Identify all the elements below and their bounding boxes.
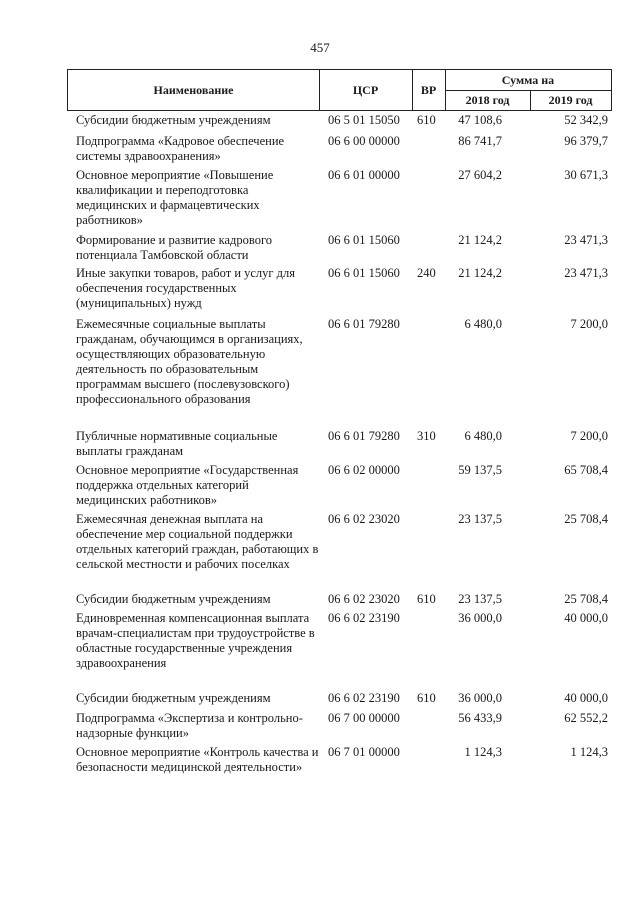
row-csr: 06 6 00 00000 [328,134,400,148]
table-row [0,463,640,512]
header-sum: Сумма на [501,72,555,87]
row-name: Иные закупки товаров, работ и услуг для обеспечения государственных (муниципальных) нужд [76,266,296,310]
row-name: Ежемесячные социальные выплаты гражданам, обучающимся в организациях, осуществляющих образовательную деятельность по образовательным программам высшего (послевузовского) профессионального образования [76,317,303,406]
row-sum-2019: 40 000,0 [564,691,608,705]
row-vr: 610 [417,113,436,127]
row-csr: 06 7 00 00000 [328,711,400,725]
row-csr: 06 6 01 15060 [328,266,400,280]
row-sum-2019: 25 708,4 [564,592,608,606]
row-sum-2019: 52 342,9 [564,113,608,127]
table-body [0,113,640,795]
row-sum-2018: 47 108,6 [458,113,502,127]
row-name: Основное мероприятие «Повышение квалификации и переподготовка медицинских и фармацевтических работников» [76,168,274,227]
row-sum-2018: 6 480,0 [464,429,502,443]
table-row [0,266,640,317]
row-sum-2019: 40 000,0 [564,611,608,625]
row-sum-2018: 59 137,5 [458,463,502,477]
row-name: Основное мероприятие «Контроль качества и безопасности медицинской деятельности» [76,745,319,774]
row-sum-2019: 7 200,0 [570,317,608,331]
table-row [0,233,640,266]
page-number: 457 [310,40,330,55]
row-sum-2018: 36 000,0 [458,691,502,705]
table-row [0,611,640,691]
row-sum-2019: 23 471,3 [564,266,608,280]
row-vr: 310 [417,429,436,443]
row-sum-2018: 23 137,5 [458,512,502,526]
row-name: Единовременная компенсационная выплата врачам-специалистам при трудоустройстве в областные государственные учреждения здравоохранения [76,611,315,670]
row-csr: 06 6 02 23190 [328,611,400,625]
row-name: Формирование и развитие кадрового потенциала Тамбовской области [76,233,273,262]
row-name: Субсидии бюджетным учреждениям [76,113,271,127]
row-vr: 240 [417,266,436,280]
row-csr: 06 7 01 00000 [328,745,400,759]
row-name: Субсидии бюджетным учреждениям [76,592,271,606]
row-csr: 06 5 01 15050 [328,113,400,127]
row-sum-2019: 62 552,2 [564,711,608,725]
table-row [0,317,640,429]
row-sum-2019: 96 379,7 [564,134,608,148]
row-sum-2019: 30 671,3 [564,168,608,182]
row-csr: 06 6 02 00000 [328,463,400,477]
table-row [0,592,640,611]
row-sum-2018: 21 124,2 [458,233,502,247]
table-row [0,691,640,711]
row-csr: 06 6 02 23020 [328,512,400,526]
header-year-2018: 2018 год [465,92,510,107]
table-row [0,512,640,592]
row-sum-2018: 6 480,0 [464,317,502,331]
row-sum-2018: 21 124,2 [458,266,502,280]
header-name: Наименование [153,82,234,97]
header-vr: ВР [420,82,437,97]
row-sum-2018: 56 433,9 [458,711,502,725]
row-csr: 06 6 02 23190 [328,691,400,705]
header-year-2019: 2019 год [548,92,593,107]
row-sum-2018: 36 000,0 [458,611,502,625]
row-sum-2019: 23 471,3 [564,233,608,247]
row-name: Основное мероприятие «Государственная поддержка отдельных категорий медицинских работников» [76,463,299,507]
row-sum-2019: 65 708,4 [564,463,608,477]
table-header [67,69,612,111]
row-sum-2018: 1 124,3 [464,745,502,759]
row-csr: 06 6 01 00000 [328,168,400,182]
row-vr: 610 [417,592,436,606]
table-row [0,168,640,233]
table-row [0,134,640,168]
row-csr: 06 6 02 23020 [328,592,400,606]
table-row [0,745,640,795]
row-sum-2018: 23 137,5 [458,592,502,606]
table-row [0,429,640,463]
row-sum-2019: 7 200,0 [570,429,608,443]
row-sum-2019: 25 708,4 [564,512,608,526]
row-vr: 610 [417,691,436,705]
row-name: Подпрограмма «Кадровое обеспечение системы здравоохранения» [76,134,285,163]
row-sum-2019: 1 124,3 [570,745,608,759]
table-row [0,711,640,745]
row-csr: 06 6 01 79280 [328,317,400,331]
row-csr: 06 6 01 15060 [328,233,400,247]
row-name: Ежемесячная денежная выплата на обеспечение мер социальной поддержки отдельных категорий граждан, работающих в сельской местности и рабочих поселках [76,512,319,571]
row-name: Подпрограмма «Экспертиза и контрольно-надзорные функции» [76,711,303,740]
row-name: Субсидии бюджетным учреждениям [76,691,271,705]
header-csr: ЦСР [352,82,379,97]
row-sum-2018: 86 741,7 [458,134,502,148]
table-row [0,113,640,134]
row-sum-2018: 27 604,2 [458,168,502,182]
row-name: Публичные нормативные социальные выплаты гражданам [76,429,278,458]
row-csr: 06 6 01 79280 [328,429,400,443]
